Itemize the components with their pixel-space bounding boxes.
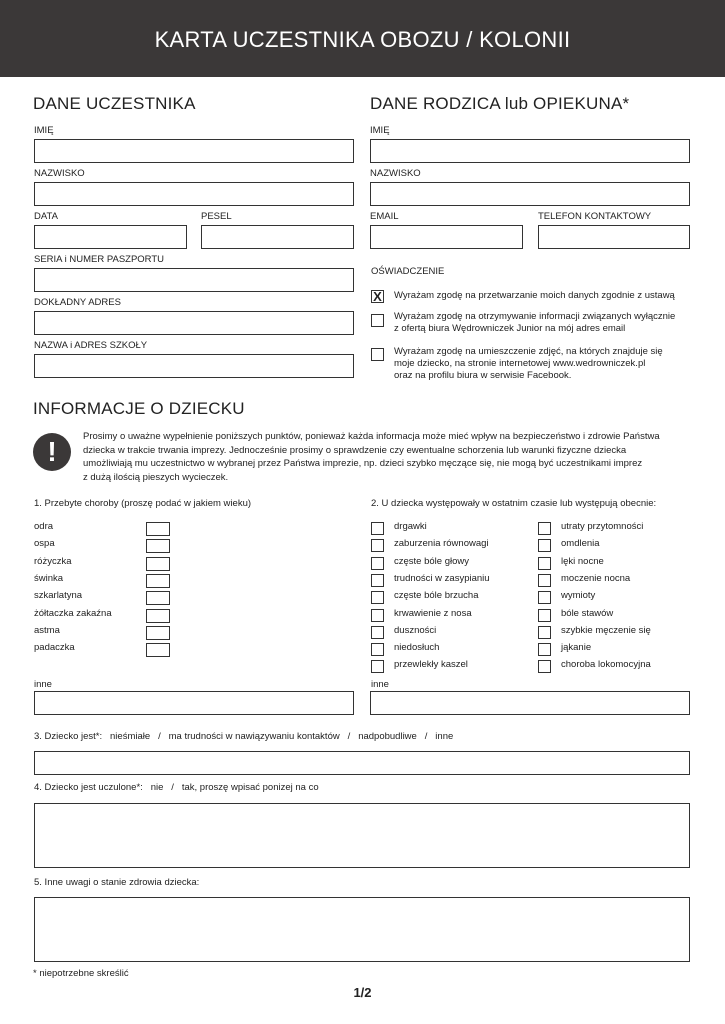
- symptom-label: szybkie męczenie się: [561, 625, 651, 636]
- notice-line: z dużą ilością pieszych wycieczek.: [83, 471, 229, 483]
- participant-last-name-label: NAZWISKO: [34, 168, 85, 179]
- disease-age-field[interactable]: [146, 626, 170, 640]
- page-number: 1/2: [353, 985, 372, 1000]
- symptom-label: częste bóle głowy: [394, 556, 469, 567]
- symptom-checkbox[interactable]: [538, 539, 551, 552]
- symptom-checkbox[interactable]: [538, 626, 551, 639]
- participant-passport-label: SERIA i NUMER PASZPORTU: [34, 254, 165, 265]
- disease-label: astma: [34, 625, 60, 636]
- symptom-checkbox[interactable]: [371, 626, 384, 639]
- participant-school-label: NAZWA i ADRES SZKOŁY: [34, 340, 148, 351]
- consent-1-line: Wyrażam zgodę na przetwarzanie moich danych zgodnie z ustawą: [394, 290, 675, 301]
- disease-label: padaczka: [34, 642, 75, 653]
- participant-passport-field[interactable]: [34, 268, 354, 292]
- symptom-label: utraty przytomności: [561, 521, 644, 532]
- notice-text: [83, 430, 693, 484]
- disease-age-field[interactable]: [146, 643, 170, 657]
- q5-field[interactable]: [34, 897, 690, 962]
- symptom-checkbox[interactable]: [371, 522, 384, 535]
- header-bar: [0, 0, 725, 77]
- symptom-checkbox[interactable]: [538, 643, 551, 656]
- participant-address-field[interactable]: [34, 311, 354, 335]
- notice-line: umożliwiają mu uczestnictwo w wybranej przez Państwa imprezie, np. dzieci szybko męczące się, nie mogą być uczestnikami imprez: [83, 458, 643, 469]
- declaration-label: OŚWIADCZENIE: [371, 266, 445, 277]
- parent-last-name-label: NAZWISKO: [370, 168, 421, 179]
- consent-1-text: [394, 290, 704, 302]
- parent-phone-field[interactable]: [538, 225, 690, 249]
- symptom-checkbox[interactable]: [371, 574, 384, 587]
- symptom-checkbox[interactable]: [538, 609, 551, 622]
- participant-address-label: DOKŁADNY ADRES: [34, 297, 121, 308]
- footnote: * niepotrzebne skreślić: [33, 968, 129, 979]
- disease-label: ospa: [34, 538, 55, 549]
- parent-phone-label: TELEFON KONTAKTOWY: [538, 211, 652, 222]
- participant-first-name-field[interactable]: [34, 139, 354, 163]
- consent-3-line: moje dziecko, na stronie internetowej www.wedrowniczek.pl: [394, 358, 646, 369]
- consent-2-line: z ofertą biura Wędrowniczek Junior na mój adres email: [394, 323, 626, 334]
- parent-last-name-field[interactable]: [370, 182, 690, 206]
- disease-label: świnka: [34, 573, 64, 584]
- q3-field[interactable]: [34, 751, 690, 775]
- disease-age-field[interactable]: [146, 522, 170, 536]
- consent-3-line: Wyrażam zgodę na umieszczenie zdjęć, na których znajduje się: [394, 346, 663, 357]
- disease-age-field[interactable]: [146, 574, 170, 588]
- participant-date-label: DATA: [34, 211, 58, 222]
- participant-date-field[interactable]: [34, 225, 187, 249]
- q1-other-label: inne: [34, 679, 52, 690]
- participant-school-field[interactable]: [34, 354, 354, 378]
- symptom-label: zaburzenia równowagi: [394, 538, 489, 549]
- consent-2-checkbox[interactable]: [371, 314, 384, 327]
- notice-line: Prosimy o uważne wypełnienie poniższych punktów, ponieważ każda informacja może mieć wpływ na bezpieczeństwo i zdrowie Państwa: [83, 431, 660, 442]
- participant-heading: DANE UCZESTNIKA: [33, 94, 196, 113]
- symptom-checkbox[interactable]: [538, 522, 551, 535]
- child-info-heading: INFORMACJE O DZIECKU: [33, 399, 245, 418]
- parent-email-field[interactable]: [370, 225, 523, 249]
- parent-first-name-field[interactable]: [370, 139, 690, 163]
- symptom-label: niedosłuch: [394, 642, 440, 653]
- consent-3-line: oraz na profilu biura w serwisie Facebook.: [394, 370, 572, 381]
- symptom-label: duszności: [394, 625, 437, 636]
- symptom-checkbox[interactable]: [371, 660, 384, 673]
- parent-heading: DANE RODZICA lub OPIEKUNA*: [370, 94, 630, 113]
- consent-2-line: Wyrażam zgodę na otrzymywanie informacji związanych wyłącznie: [394, 311, 676, 322]
- disease-label: szkarlatyna: [34, 590, 83, 601]
- symptom-label: częste bóle brzucha: [394, 590, 479, 601]
- symptom-checkbox[interactable]: [538, 557, 551, 570]
- q3-label: 3. Dziecko jest*: nieśmiałe / ma trudności w nawiązywaniu kontaktów / nadpobudliwe / inne: [34, 731, 454, 742]
- symptom-label: omdlenia: [561, 538, 600, 549]
- consent-1-checkbox[interactable]: X: [371, 290, 384, 303]
- q2-other-label: inne: [371, 679, 389, 690]
- symptom-checkbox[interactable]: [538, 591, 551, 604]
- participant-last-name-field[interactable]: [34, 182, 354, 206]
- symptom-label: trudności w zasypianiu: [394, 573, 490, 584]
- consent-2-text: [394, 311, 704, 335]
- form-title: KARTA UCZESTNIKA OBOZU / KOLONII: [154, 27, 571, 52]
- disease-age-field[interactable]: [146, 539, 170, 553]
- q1-other-field[interactable]: [34, 691, 354, 715]
- symptom-checkbox[interactable]: [538, 574, 551, 587]
- q4-label: 4. Dziecko jest uczulone*: nie / tak, proszę wpisać ponizej na co: [34, 782, 319, 793]
- symptom-label: jąkanie: [561, 642, 592, 653]
- exclamation-icon: !: [33, 433, 71, 471]
- symptom-checkbox[interactable]: [371, 539, 384, 552]
- consent-3-checkbox[interactable]: [371, 348, 384, 361]
- disease-label: odra: [34, 521, 54, 532]
- symptom-label: choroba lokomocyjna: [561, 659, 651, 670]
- disease-age-field[interactable]: [146, 557, 170, 571]
- symptom-checkbox[interactable]: [371, 591, 384, 604]
- symptom-checkbox[interactable]: [371, 609, 384, 622]
- symptom-checkbox[interactable]: [371, 643, 384, 656]
- disease-age-field[interactable]: [146, 609, 170, 623]
- q4-field[interactable]: [34, 803, 690, 868]
- disease-age-field[interactable]: [146, 591, 170, 605]
- symptom-label: lęki nocne: [561, 556, 604, 567]
- symptom-label: drgawki: [394, 521, 427, 532]
- parent-email-label: EMAIL: [370, 211, 399, 222]
- parent-first-name-label: IMIĘ: [370, 125, 390, 136]
- symptom-label: moczenie nocna: [561, 573, 631, 584]
- symptom-label: bóle stawów: [561, 608, 614, 619]
- symptom-label: krwawienie z nosa: [394, 608, 472, 619]
- symptom-label: wymioty: [561, 590, 596, 601]
- participant-pesel-label: PESEL: [201, 211, 232, 222]
- participant-pesel-field[interactable]: [201, 225, 354, 249]
- notice-line: dziecka w trakcie trwania imprezy. Jednocześnie prosimy o sprawdzenie czy ewentualne schorzenia lub warunki fizyczne dziecka: [83, 444, 627, 456]
- symptom-checkbox[interactable]: [371, 557, 384, 570]
- symptom-label: przewlekły kaszel: [394, 659, 468, 670]
- q2-other-field[interactable]: [370, 691, 690, 715]
- symptom-checkbox[interactable]: [538, 660, 551, 673]
- q2-label: 2. U dziecka występowały w ostatnim czasie lub występują obecnie:: [371, 498, 657, 509]
- consent-3-text: [394, 346, 704, 382]
- q5-label: 5. Inne uwagi o stanie zdrowia dziecka:: [34, 877, 200, 888]
- disease-label: żółtaczka zakaźna: [34, 608, 112, 619]
- q1-label: 1. Przebyte choroby (proszę podać w jakiem wieku): [34, 498, 252, 509]
- participant-first-name-label: IMIĘ: [34, 125, 54, 136]
- disease-label: różyczka: [34, 556, 72, 567]
